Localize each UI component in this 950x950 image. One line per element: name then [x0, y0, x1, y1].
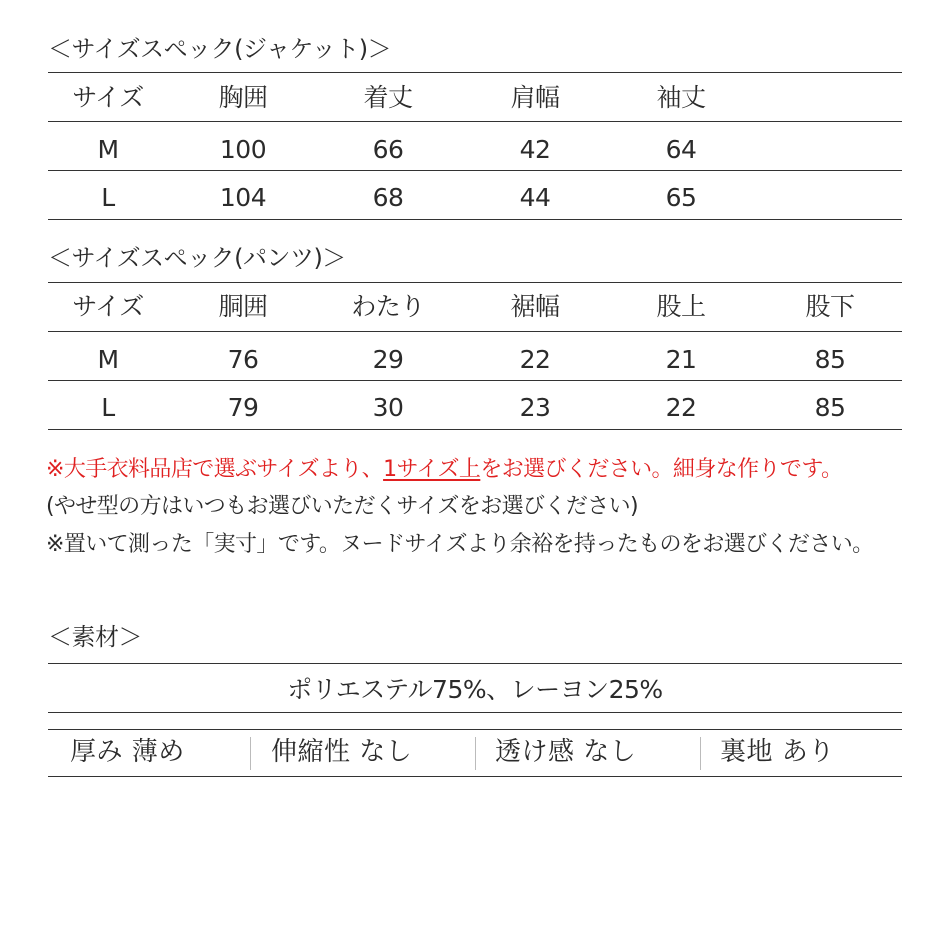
pants-l-waist: 79 [227, 393, 259, 422]
property-divider [700, 737, 701, 770]
pants-table-top-rule [48, 282, 902, 283]
pants-m-thigh: 29 [372, 345, 404, 374]
pants-m-size: M [97, 345, 119, 374]
jacket-header-shoulder: 肩幅 [510, 83, 560, 112]
pants-header-rise: 股上 [656, 292, 706, 321]
pants-l-size: L [101, 393, 115, 422]
jacket-spec-heading: ＜サイズスペック(ジャケット)＞ [48, 35, 392, 63]
pants-header-thigh: わたり [351, 292, 425, 321]
pants-l-thigh: 30 [372, 393, 404, 422]
property-lining-value: あり [781, 737, 835, 767]
jacket-header-size: サイズ [72, 83, 144, 112]
pants-l-hem: 23 [519, 393, 551, 422]
property-divider [250, 737, 251, 770]
property-stretch-label: 伸縮性 [271, 737, 351, 767]
jacket-l-sleeve: 65 [665, 183, 697, 212]
property-thickness [70, 736, 185, 768]
property-sheerness [495, 736, 636, 768]
jacket-header-chest: 胸囲 [218, 83, 268, 112]
jacket-m-sleeve: 64 [665, 135, 697, 164]
jacket-m-length: 66 [372, 135, 404, 164]
property-divider [475, 737, 476, 770]
jacket-m-size: M [97, 135, 119, 164]
pants-m-hem: 22 [519, 345, 551, 374]
property-thickness-label: 厚み [70, 737, 124, 767]
material-rule [48, 712, 902, 713]
sizing-note-before: ※大手衣料品店で選ぶサイズより、 [46, 457, 384, 482]
jacket-row-rule [48, 170, 902, 171]
pants-table-bottom-rule [48, 429, 902, 430]
pants-l-rise: 22 [665, 393, 697, 422]
jacket-header-length: 着丈 [363, 83, 413, 112]
jacket-l-length: 68 [372, 183, 404, 212]
pants-header-hem: 裾幅 [510, 292, 560, 321]
material-composition: ポリエステル75%、レーヨン25% [287, 675, 663, 704]
property-thickness-value: 薄め [131, 737, 185, 767]
jacket-m-chest: 100 [219, 135, 267, 164]
sizing-note-slim: (やせ型の方はいつもお選びいただくサイズをお選びください) [46, 494, 639, 519]
jacket-l-size: L [101, 183, 115, 212]
sizing-note-red [46, 456, 842, 484]
jacket-m-shoulder: 42 [519, 135, 551, 164]
pants-row-rule [48, 380, 902, 381]
property-lining [720, 736, 835, 768]
property-sheerness-label: 透け感 [495, 737, 575, 767]
properties-bottom-rule [48, 776, 902, 777]
material-top-rule [48, 663, 902, 664]
measurement-note: ※置いて測った「実寸」です。ヌードサイズより余裕を持ったものをお選びください。 [46, 532, 874, 557]
property-lining-label: 裏地 [720, 737, 774, 767]
pants-header-rule [48, 331, 902, 332]
property-sheerness-value: なし [583, 737, 637, 767]
jacket-table-top-rule [48, 72, 902, 73]
pants-header-inseam: 股下 [805, 292, 855, 321]
sizing-note-after: をお選びください。細身な作りです。 [480, 457, 843, 482]
jacket-table-bottom-rule [48, 219, 902, 220]
material-heading: ＜素材＞ [48, 623, 142, 651]
pants-header-size: サイズ [72, 292, 144, 321]
pants-m-rise: 21 [665, 345, 697, 374]
pants-m-inseam: 85 [814, 345, 846, 374]
sizing-note-underlined: 1サイズ上 [383, 457, 481, 482]
pants-m-waist: 76 [227, 345, 259, 374]
jacket-l-shoulder: 44 [519, 183, 551, 212]
pants-spec-heading: ＜サイズスペック(パンツ)＞ [48, 244, 346, 272]
property-stretch [271, 736, 412, 768]
pants-l-inseam: 85 [814, 393, 846, 422]
jacket-l-chest: 104 [219, 183, 267, 212]
jacket-header-sleeve: 袖丈 [656, 83, 706, 112]
pants-header-waist: 胴囲 [218, 292, 268, 321]
jacket-header-rule [48, 121, 902, 122]
properties-top-rule [48, 729, 902, 730]
property-stretch-value: なし [359, 737, 413, 767]
